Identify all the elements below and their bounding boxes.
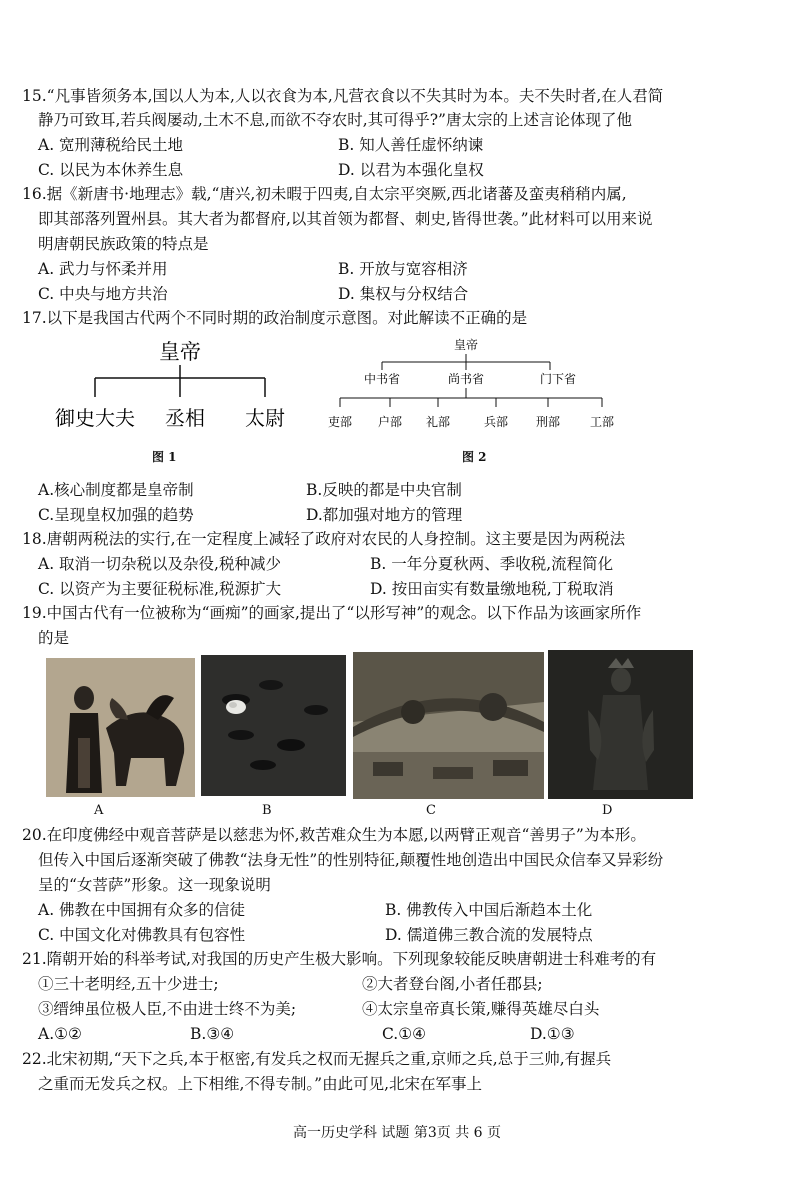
q21-item-4: ④太宗皇帝真长策,赚得英雄尽白头: [362, 1000, 600, 1018]
painting-a-image: [46, 658, 195, 797]
page-footer: 高一历史学科 试题 第3页 共 6 页: [292, 1125, 502, 1141]
q15-option-b: B. 知人善任虚怀纳谏: [338, 136, 484, 154]
q18-option-d: D. 按田亩实有数量缴地税,丁税取消: [370, 580, 614, 598]
fig2-emperor-label: 皇帝: [453, 338, 479, 352]
q16-option-c: C. 中央与地方共治: [38, 285, 168, 303]
painting-c-label: C: [426, 803, 436, 818]
q16-stem-line-1: 16.据《新唐书·地理志》载,“唐兴,初未暇于四夷,自太宗平突厥,西北诸蕃及蛮夷稍稍内属,: [22, 185, 627, 203]
q15-stem-line-2: 静乃可致耳,若兵阀屡动,土木不息,而欲不夺农时,其可得乎?”唐太宗的上述言论体现了他: [38, 111, 632, 129]
q15-option-c: C. 以民为本休养生息: [38, 161, 184, 179]
fig2-xingbu: 刑部: [535, 415, 561, 429]
q16-stem-line-2: 即其部落列置州县。其大者为都督府,以其首领为都督、刺史,皆得世袭。”此材料可以用来说: [38, 210, 653, 228]
figure-1-diagram: [50, 335, 300, 435]
figure-1-caption: 图 1: [152, 450, 177, 464]
figure-2-diagram: [320, 335, 620, 435]
q15-option-a: A. 宽刑薄税给民土地: [38, 136, 184, 154]
q22-stem-line-1: 22.北宋初期,“天下之兵,本于枢密,有发兵之权而无握兵之重,京师之兵,总于三帅,有握兵: [22, 1050, 612, 1068]
q18-option-b: B. 一年分夏秋两、季收税,流程简化: [370, 555, 614, 573]
painting-d-label: D: [602, 803, 613, 818]
fig1-child-chengxiang: 丞相: [165, 406, 205, 430]
q16-stem-line-3: 明唐朝民族政策的特点是: [38, 235, 209, 253]
q21-option-a: A.①②: [38, 1025, 82, 1043]
q21-item-1: ①三十老明经,五十少进士;: [38, 975, 219, 993]
q20-option-c: C. 中国文化对佛教具有包容性: [38, 926, 246, 944]
painting-a-label: A: [94, 803, 104, 818]
fig2-menxiasheng: 门下省: [539, 372, 577, 386]
painting-b-image: [201, 655, 346, 796]
fig2-shangshusheng: 尚书省: [447, 372, 485, 386]
figure-2-caption: 图 2: [462, 450, 487, 464]
q20-option-b: B. 佛教传入中国后渐趋本土化: [385, 901, 593, 919]
q20-option-d: D. 儒道佛三教合流的发展特点: [385, 926, 593, 944]
fig2-zhongshusheng: 中书省: [363, 372, 401, 386]
q17-option-d: D.都加强对地方的管理: [306, 506, 463, 524]
q15-stem-line-1: 15.“凡事皆须务本,国以人为本,人以衣食为本,凡营衣食以不失其时为本。夫不失时者,在人君简: [22, 87, 664, 105]
fig2-libu-personnel: 吏部: [327, 415, 353, 429]
q21-item-3: ③缙绅虽位极人臣,不由进士终不为美;: [38, 1000, 297, 1018]
fig1-child-yushidafu: 御史大夫: [55, 406, 135, 430]
fig1-child-taiwei: 太尉: [245, 406, 285, 430]
painting-d-image: [548, 650, 693, 799]
painting-c-image: [353, 652, 544, 799]
q16-option-b: B. 开放与宽容相济: [338, 260, 468, 278]
q18-option-a: A. 取消一切杂税以及杂役,税种减少: [38, 555, 281, 573]
fig2-gongbu: 工部: [589, 415, 615, 429]
fig2-bingbu: 兵部: [483, 415, 509, 429]
fig2-hubu: 户部: [377, 415, 403, 429]
q16-option-d: D. 集权与分权结合: [338, 285, 469, 303]
q20-option-a: A. 佛教在中国拥有众多的信徒: [38, 901, 246, 919]
q21-option-c: C.①④: [382, 1025, 427, 1043]
q15-option-d: D. 以君为本强化皇权: [338, 161, 484, 179]
q18-stem: 18.唐朝两税法的实行,在一定程度上减轻了政府对农民的人身控制。这主要是因为两税法: [22, 530, 626, 548]
q20-stem-line-2: 但传入中国后逐渐突破了佛教“法身无性”的性别特征,颠覆性地创造出中国民众信奉又异彩纷: [38, 851, 664, 869]
q20-stem-line-1: 20.在印度佛经中观音菩萨是以慈悲为怀,救苦难众生为本愿,以两臂正观音“善男子”为本形。: [22, 826, 646, 844]
q17-option-b: B.反映的都是中央官制: [306, 481, 462, 499]
q18-option-c: C. 以资产为主要征税标准,税源扩大: [38, 580, 282, 598]
q20-stem-line-3: 呈的“女菩萨”形象。这一现象说明: [38, 876, 271, 894]
q17-option-a: A.核心制度都是皇帝制: [38, 481, 194, 499]
fig2-libu-rites: 礼部: [425, 415, 451, 429]
painting-b-label: B: [262, 803, 272, 818]
q21-option-d: D.①③: [530, 1025, 575, 1043]
q17-option-c: C.呈现皇权加强的趋势: [38, 506, 194, 524]
fig1-emperor-label: 皇帝: [159, 340, 201, 364]
q21-stem: 21.隋朝开始的科举考试,对我国的历史产生极大影响。下列现象较能反映唐朝进士科难考的有: [22, 950, 657, 968]
q21-option-b: B.③④: [190, 1025, 235, 1043]
q19-stem-line-1: 19.中国古代有一位被称为“画痴”的画家,提出了“以形写神”的观念。以下作品为该画家所作: [22, 604, 642, 622]
q21-item-2: ②大者登台阁,小者任郡县;: [362, 975, 543, 993]
q16-option-a: A. 武力与怀柔并用: [38, 260, 168, 278]
q22-stem-line-2: 之重而无发兵之权。上下相维,不得专制。”由此可见,北宋在军事上: [38, 1075, 483, 1093]
q19-stem-line-2: 的是: [38, 629, 70, 647]
q17-stem: 17.以下是我国古代两个不同时期的政治制度示意图。对此解读不正确的是: [22, 309, 528, 327]
